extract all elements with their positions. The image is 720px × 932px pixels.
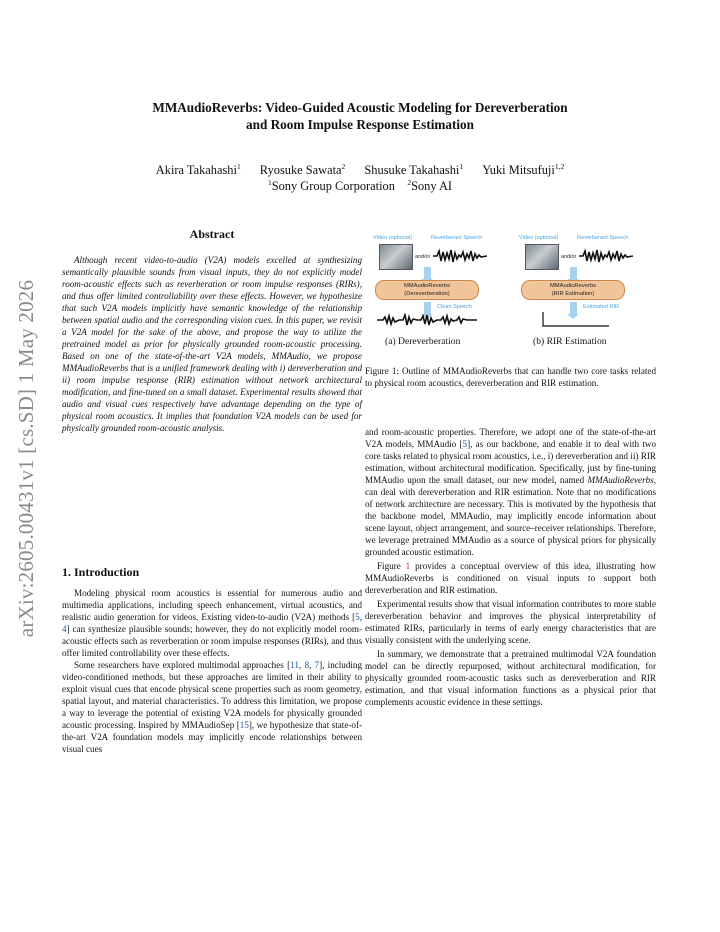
output-label: Clean Speech — [437, 304, 473, 310]
video-label: Video (optional) — [373, 235, 413, 241]
subfigure-caption: (a) Dereverberation — [385, 336, 461, 347]
clean-speech-waveform — [377, 313, 477, 327]
paragraph: and room-acoustic properties. Therefore, we adopt one of the state-of-the-art V2A models, MMAudio [5], as our backbone, and enable it to deal with two core tasks related to physical room acoustics, i.e., i) dereverberation and ii) RIR estimation, without architectural modification. Specifically, just by fine-tuning MMAudio upon the small dataset, our new model, named MMAudioReverbs, can deal with dereverberation and RIR estimation. Note that no modifications of network architecture are necessary. This is motivated by the hypothesis that the backbone model, MMAudio, may implicitly encode information about scene layout, object arrangement, and source–receiver relationships. Therefore, we leverage pretrained MMAudio as a source of physical priors for physically grounded acoustic estimation. — [365, 427, 656, 557]
rir-impulse-plot — [541, 310, 611, 328]
author-block — [80, 162, 640, 194]
figure-caption: Figure 1: Outline of MMAudioReverbs that can handle two core tasks related to physical room acoustics, dereverberation and RIR estimation. — [365, 366, 656, 388]
and-or-label: and/or — [415, 254, 431, 260]
author-names — [80, 162, 640, 178]
subfigure-caption: (b) RIR Estimation — [533, 336, 607, 347]
room-video-thumbnail — [379, 244, 413, 270]
figure-reference-link[interactable]: 1 — [405, 561, 411, 571]
left-column-body — [62, 587, 362, 755]
citation-link[interactable]: 5 — [355, 612, 360, 622]
abstract-text: Although recent video-to-audio (V2A) models excelled at synthesizing semantically plausible sounds from visual inputs, they do not explicitly model room-acoustic effects such as reverberation or room impulse responses (RIRs), and thus offer limited controllability over these effects. However, we hypothesize that such V2A models implicitly have semantic knowledge of the relationship between spatial audio and the corresponding vision cues. In this paper, we revisit a V2A model for the sake of the above, and propose the way to utilize the pretrained model as prior for physically grounded room-acoustic processing. Based on one of the state-of-the-art V2A models, MMAudio, we propose MMAudioReverbs that is a unified framework dealing with i) dereverberation and ii) room impulse response (RIR) estimation without network architectural modification, and fine-tuned on a small dataset. Experimental results showed that audio and visual cues respectively have advantage depending on the type of physical room acoustics. It implies that foundation V2A models can be used for physically grounded room-acoustic analysis. — [62, 255, 362, 433]
reverberant-waveform — [579, 248, 633, 264]
arrow-down-icon — [570, 267, 577, 279]
reverberant-label: Reverberant Speech — [577, 235, 629, 241]
author: Akira Takahashi$^1$ — [155, 161, 241, 177]
citation-link[interactable]: 7 — [314, 660, 320, 670]
reverberant-waveform — [433, 248, 487, 264]
affiliations: $^1$Sony Group Corporation $^2$Sony AI — [267, 177, 453, 193]
section-heading: 1. Introduction — [62, 565, 140, 579]
paragraph: Modeling physical room acoustics is essential for numerous audio and multimedia applications, including speech enhancement, virtual acoustics, and realistic audio generation for videos. Existing video-to-audio (V2A) methods [5, 4] can synthesize plausible sounds; however, they do not explicitly model room-acoustic effects such as reverberation or room impulse responses (RIRs), and thus offer limited controllability over these effects. — [62, 588, 362, 658]
citation-link[interactable]: 5 — [462, 439, 468, 449]
and-or-label: and/or — [561, 254, 577, 260]
figure-panel-dereverberation — [365, 230, 505, 350]
affiliation: Sony Group Corporation — [271, 179, 395, 193]
model-box: MMAudioReverbs (RIR Estimation) — [521, 280, 625, 300]
author: Shusuke Takahashi$^1$ — [364, 161, 464, 177]
paragraph: Some researchers have explored multimodal approaches [11, 8, 7], including video-conditioned methods, but these approaches are limited in their ability to exploit visual cues that encode physical scene properties such as room geometry, spatial layout, and material characteristics. To address this limitation, we propose a way to leverage the potential of existing V2A models for physically grounded acoustic processing. Inspired by MMAudioSep [15], we hypothesize that state-of-the-art V2A foundation models may implicitly encode relationships between visual cues — [62, 660, 363, 754]
model-box: MMAudioReverbs (Dereverberation) — [375, 280, 479, 300]
reverberant-label: Reverberant Speech — [431, 235, 483, 241]
arxiv-id: arXiv:2605.00431v1 [cs.SD] 1 May 2026 — [14, 279, 39, 637]
title-line-2: and Room Impulse Response Estimation — [246, 117, 474, 132]
citation-link[interactable]: 11 — [290, 660, 299, 670]
right-column-body — [365, 426, 656, 708]
video-label: Video (optional) — [519, 235, 559, 241]
citation-link[interactable]: 15 — [239, 720, 249, 730]
citation-link[interactable]: 4 — [62, 624, 67, 634]
citation-link[interactable]: 8 — [304, 660, 309, 670]
title-line-1: MMAudioReverbs: Video-Guided Acoustic Modeling for Dereverberation — [152, 100, 568, 115]
affiliation: Sony AI — [411, 179, 453, 193]
author: Ryosuke Sawata$^2$ — [259, 161, 346, 177]
abstract-heading: Abstract — [189, 227, 235, 241]
arxiv-watermark — [14, 248, 40, 668]
paper-title — [100, 99, 620, 133]
figure-1 — [365, 230, 656, 350]
paragraph: Figure 1 provides a conceptual overview of this idea, illustrating how MMAudioReverbs is conditioned on visual inputs to support both dereverberation and RIR estimation. — [365, 561, 656, 595]
paragraph: In summary, we demonstrate that a pretrained multimodal V2A foundation model can be directly repurposed, without architectural modification, for physically grounded room-acoustic tasks such as dereverberation and RIR estimation, and that visual information functions as a physical prior that complements acoustic evidence in these settings. — [365, 649, 656, 707]
paragraph: Experimental results show that visual information contributes to more stable dereverberation behavior and improves the physical interpretability of estimated RIRs, particularly in terms of early energy characteristics that are visually consistent with the underlying scene. — [365, 599, 656, 645]
output-label: Estimated RIR — [583, 304, 620, 310]
room-video-thumbnail — [525, 244, 559, 270]
arrow-down-icon — [424, 267, 431, 279]
author: Yuki Mitsufuji$^{1,2}$ — [482, 161, 565, 177]
figure-panel-rir-estimation — [511, 230, 651, 350]
